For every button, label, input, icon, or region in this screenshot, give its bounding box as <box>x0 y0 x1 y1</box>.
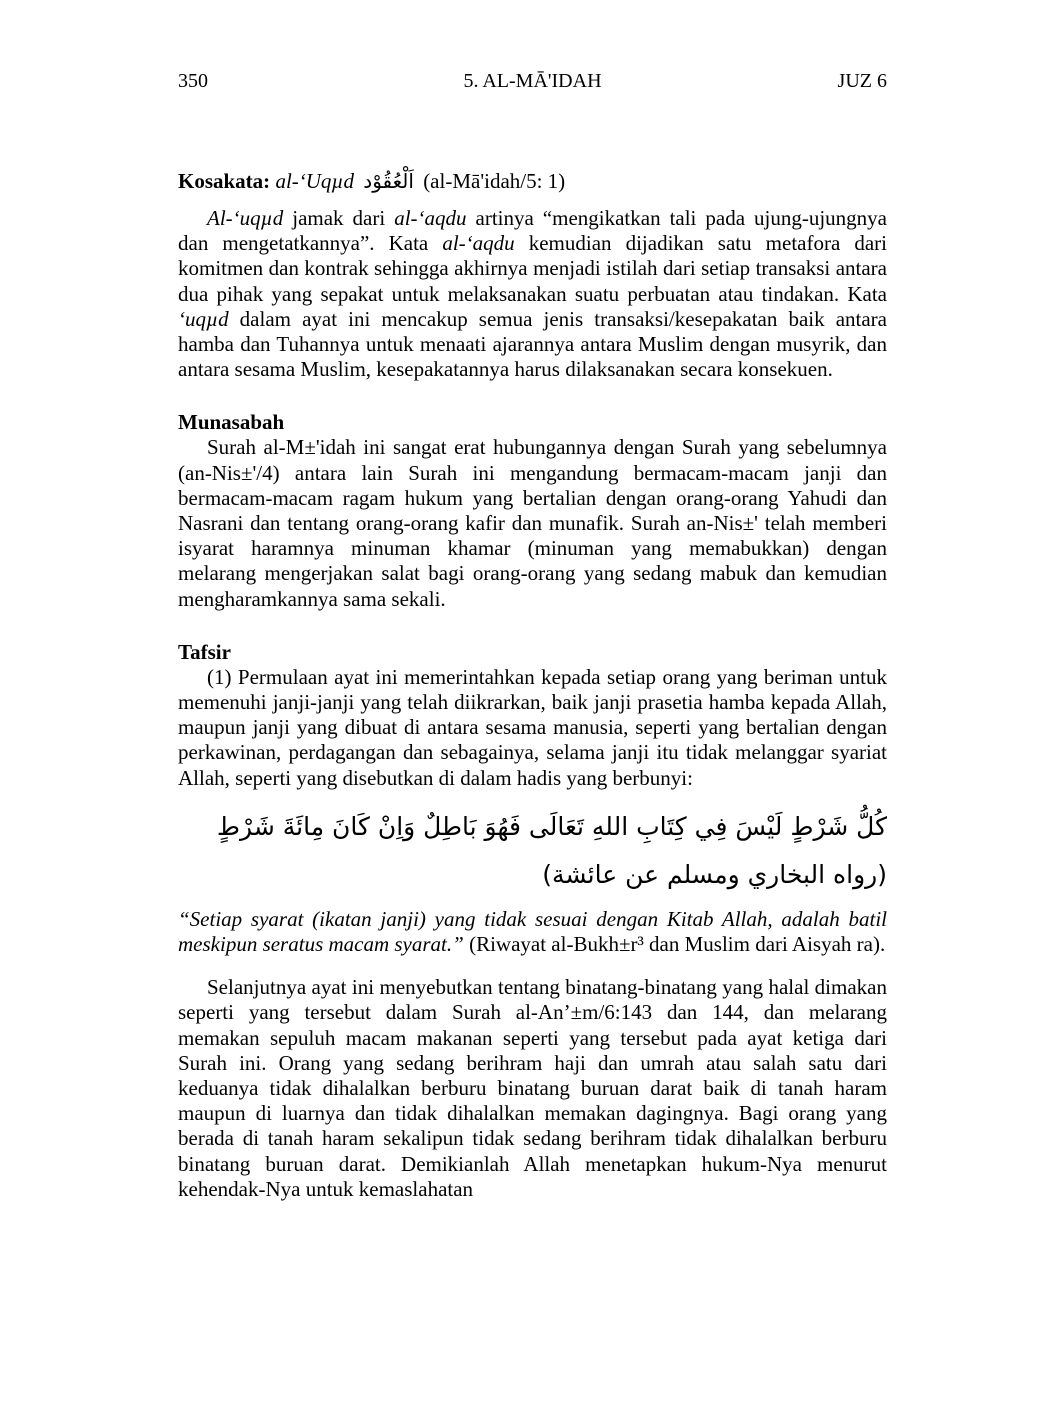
text-run: kemudian dijadikan satu metafora dari komitmen dan kontrak sehingga akhirnya menjadi istilah dari setiap transaksi antara dua pihak yang sepakat untuk melaksanakan suatu perbuatan atau tindakan. Kata <box>178 231 887 306</box>
italic-term: Al-‘uqµd <box>207 206 284 230</box>
italic-term: ‘uqµd <box>178 306 229 331</box>
page <box>178 70 887 1202</box>
munasabah-paragraph: Surah al-M±'idah ini sangat erat hubungannya dengan Surah yang sebelumnya (an-Nis±'/4) antara lain Surah ini mengandung bermacam-macam janji dan bermacam-macam ragam hukum yang bertalian dengan orang-orang Yahudi dan Nasrani dan tentang orang-orang kafir dan munafik. Surah an-Nis±' telah memberi isyarat haramnya minuman khamar (minuman yang memabukkan) dengan melarang mengerjakan salat bagi orang-orang yang sedang mabuk dan kemudian mengharamkannya sama sekali. <box>178 435 887 611</box>
translation-quote: “Setiap syarat (ikatan janji) yang tidak sesuai dengan Kitab Allah, adalah batil meskipun seratus macam syarat.” <box>178 906 887 957</box>
kosakata-term-latin: al-‘Uqµd <box>275 169 355 193</box>
tafsir-heading: Tafsir <box>178 639 231 664</box>
tafsir-paragraph-2: Selanjutnya ayat ini menyebutkan tentang binatang-binatang yang halal dimakan seperti yang tersebut dalam Surah al-An’±m/6:143 dan 144, dan melarang memakan sepuluh macam makanan seperti yang tersebut pada ayat ketiga dari Surah ini. Orang yang sedang berihram haji dan umrah atau salah satu dari keduanya tidak dihalalkan berburu binatang buruan darat baik di tanah haram maupun di luarnya dan tidak dihalalkan memakan dagingnya. Bagi orang yang berada di tanah haram sekalipun tidak sedang berihram tidak dihalalkan berburu binatang buruan darat. Demikianlah Allah menetapkan hukum-Nya menurut kehendak-Nya untuk kemaslahatan <box>178 975 887 1201</box>
chapter-title: 5. AL-MĀ'IDAH <box>463 70 602 92</box>
kosakata-reference: (al-Mā'idah/5: 1) <box>423 169 566 193</box>
kosakata-paragraph <box>178 206 887 382</box>
translation-source: (Riwayat al-Bukh±r³ dan Muslim dari Aisyah ra). <box>463 932 886 957</box>
juz-label: JUZ 6 <box>837 70 887 92</box>
text-run: artinya “mengikatkan tali pada ujung-ujungnya dan mengetatkannya”. Kata <box>178 206 887 256</box>
running-head <box>178 70 887 98</box>
hadith-translation <box>178 907 887 957</box>
tafsir-paragraph-1: (1) Permulaan ayat ini memerintahkan kepada setiap orang yang beriman untuk memenuhi janji-janji yang telah diikrarkan, baik janji prasetia hamba kepada Allah, maupun janji yang dibuat di antara sesama manusia, seperti yang bertalian dengan perkawinan, perdagangan dan sebagainya, selama janji itu tidak melanggar syariat Allah, seperti yang disebutkan di dalam hadis yang berbunyi: <box>178 664 887 790</box>
page-number: 350 <box>178 70 208 92</box>
italic-term: al-‘aqdu <box>442 231 515 256</box>
text-run: dalam ayat ini mencakup semua jenis transaksi/kesepakatan baik antara hamba dan Tuhannya untuk menaati ajarannya antara Muslim dengan musyrik, dan antara sesama Muslim, kesepakatannya harus dilaksanakan secara konsekuen. <box>178 306 887 382</box>
kosakata-heading <box>178 168 887 194</box>
kosakata-term-arabic: اَلْعُقُوْد <box>363 169 414 193</box>
munasabah-heading: Munasabah <box>178 410 285 435</box>
text-run: jamak dari <box>283 206 395 230</box>
kosakata-label: Kosakata: <box>178 169 271 193</box>
italic-term: al-‘aqdu <box>394 206 467 230</box>
hadith-arabic: كُلُّ شَرْطٍ لَيْسَ فِي كِتَابِ اللهِ تَعَالَى فَهُوَ بَاطِلٌ وَاِنْ كَانَ مِائَةَ شَرْطٍ (رواه البخاري ومسلم عن عائشة) <box>216 811 887 889</box>
